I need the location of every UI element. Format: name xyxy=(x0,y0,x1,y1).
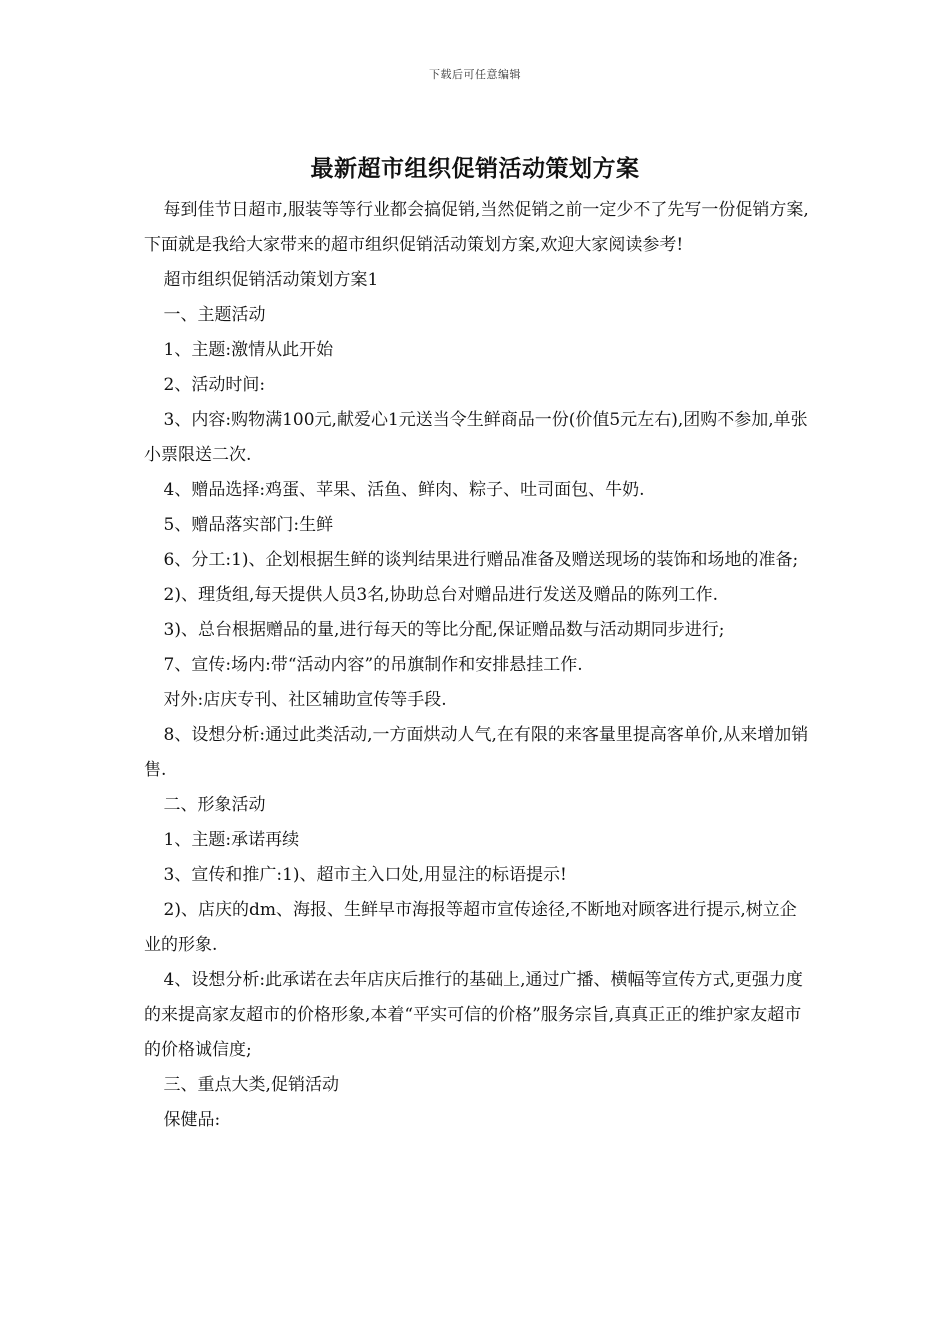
paragraph: 1、主题:承诺再续 xyxy=(163,830,300,850)
paragraph: 7、宣传:场内:带“活动内容”的吊旗制作和安排悬挂工作. xyxy=(163,655,583,675)
page-header-note: 下载后可任意编辑 xyxy=(429,68,521,81)
paragraph: 每到佳节日超市,服装等等行业都会搞促销,当然促销之前一定少不了先写一份促销方案,下面就是我给大家带来的超市组织促销活动策划方案,欢迎大家阅读参考! xyxy=(144,200,809,255)
paragraph: 6、分工:1)、企划根据生鲜的谈判结果进行赠品准备及赠送现场的装饰和场地的准备; xyxy=(163,550,799,570)
paragraph: 2)、店庆的dm、海报、生鲜早市海报等超市宣传途径,不断地对顾客进行提示,树立企业的形象. xyxy=(144,900,797,955)
section-heading: 二、形象活动 xyxy=(163,795,266,815)
section-heading: 三、重点大类,促销活动 xyxy=(163,1075,339,1095)
paragraph: 4、赠品选择:鸡蛋、苹果、活鱼、鲜肉、粽子、吐司面包、牛奶. xyxy=(163,480,645,500)
paragraph: 5、赠品落实部门:生鲜 xyxy=(163,515,334,535)
paragraph: 保健品: xyxy=(163,1110,221,1130)
paragraph: 3、内容:购物满100元,献爱心1元送当令生鲜商品一份(价值5元左右),团购不参加,单张小票限送二次. xyxy=(144,410,808,465)
document-title: 最新超市组织促销活动策划方案 xyxy=(310,155,640,182)
document-body xyxy=(144,193,812,1138)
paragraph: 3、宣传和推广:1)、超市主入口处,用显注的标语提示! xyxy=(163,865,567,885)
paragraph: 2)、理货组,每天提供人员3名,协助总台对赠品进行发送及赠品的陈列工作. xyxy=(163,585,719,605)
paragraph: 对外:店庆专刊、社区辅助宣传等手段. xyxy=(163,690,447,710)
paragraph: 2、活动时间: xyxy=(163,375,266,395)
paragraph: 8、设想分析:通过此类活动,一方面烘动人气,在有限的来客量里提高客单价,从来增加销售. xyxy=(144,725,809,780)
paragraph: 4、设想分析:此承诺在去年店庆后推行的基础上,通过广播、横幅等宣传方式,更强力度的来提高家友超市的价格形象,本着“平实可信的价格”服务宗旨,真真正正的维护家友超市的价格诚信度; xyxy=(144,970,803,1060)
paragraph: 超市组织促销活动策划方案1 xyxy=(163,270,379,290)
paragraph: 3)、总台根据赠品的量,进行每天的等比分配,保证赠品数与活动期同步进行; xyxy=(163,620,725,640)
paragraph: 1、主题:激情从此开始 xyxy=(163,340,334,360)
section-heading: 一、主题活动 xyxy=(163,305,266,325)
